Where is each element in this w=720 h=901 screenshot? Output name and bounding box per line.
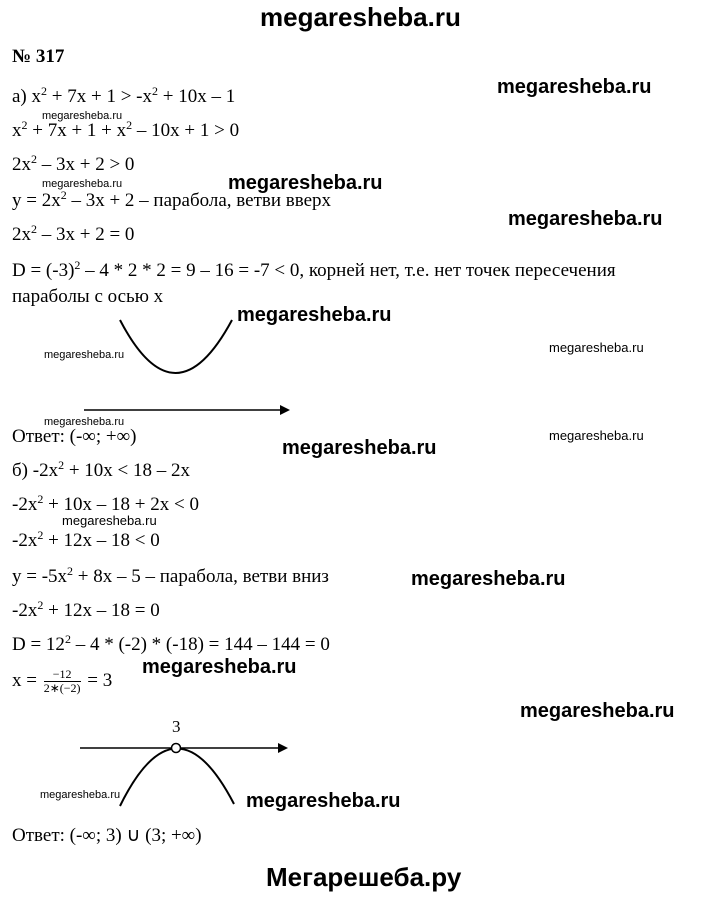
part-a-line-4: $y = 2x^2 - 3x + 2$ – парабола, ветви вверх	[12, 188, 332, 211]
watermark: megaresheba.ru	[42, 110, 123, 122]
upward-parabola	[120, 320, 232, 373]
part-a-line-2: $x^2 + 7x + 1 + x^2 - 10x + 1 > 0$	[12, 118, 240, 141]
part-b-line-4: $y = -5x^2 + 8x - 5$ – парабола, ветви вниз	[12, 564, 329, 587]
watermark: megaresheba.ru	[246, 790, 401, 812]
axis-a-arrow	[280, 405, 290, 415]
watermark: megaresheba.ru	[508, 208, 663, 230]
watermark: megaresheba.ru	[497, 76, 652, 98]
part-a-line-5: $2x^2 - 3x + 2 = 0$	[12, 222, 135, 245]
downward-parabola	[120, 748, 234, 806]
part-b-line-5: $-2x^2 + 12x - 18 = 0$	[12, 598, 160, 621]
watermark: megaresheba.ru	[228, 172, 383, 194]
part-b-line-7: x = $\frac{-12}{2∗(-2)}$ = 3	[12, 667, 113, 695]
watermark: megaresheba.ru	[62, 513, 157, 528]
watermark: megaresheba.ru	[520, 700, 675, 722]
part-b-line-2: $-2x^2 + 10x - 18 + 2x < 0$	[12, 492, 199, 515]
part-b-line-6: $D = 12^2 - 4 * (-2) * (-18) = 144 - 144 = 0$	[12, 632, 330, 655]
part-a-line-1: а) $x^2 + 7x + 1 > -x^2 + 10x - 1$	[12, 84, 236, 107]
part-a-answer: Ответ: (-∞; +∞)	[12, 426, 137, 447]
excluded-point	[172, 744, 181, 753]
part-b-line-3: $-2x^2 + 12x - 18 < 0$	[12, 528, 160, 551]
part-b-line-1: б) $-2x^2 + 10x < 18 - 2x$	[12, 458, 191, 481]
watermark: megaresheba.ru	[42, 178, 123, 190]
watermark: megaresheba.ru	[282, 437, 437, 459]
watermark: megaresheba.ru	[549, 340, 644, 355]
watermark: megaresheba.ru	[44, 349, 125, 361]
part-b-answer: Ответ: (-∞; 3) ∪ (3; +∞)	[12, 825, 202, 846]
watermark: megaresheba.ru	[44, 416, 125, 428]
watermark: megaresheba.ru	[237, 304, 392, 326]
axis-b-arrow	[278, 743, 288, 753]
problem-number: № 317	[12, 46, 65, 67]
watermark: megaresheba.ru	[549, 428, 644, 443]
point-label: 3	[172, 717, 181, 736]
watermark: megaresheba.ru	[411, 568, 566, 590]
watermark: megaresheba.ru	[142, 656, 297, 678]
site-footer[interactable]: Мегарешеба.ру	[266, 862, 462, 892]
part-a-line-3: $2x^2 - 3x + 2 > 0$	[12, 152, 135, 175]
part-a-line-6: $D = (-3)^2 - 4 * 2 * 2 = 9 - 16 = -7 < 0$, корней нет, т.е. нет точек пересечения	[12, 258, 616, 281]
watermark: megaresheba.ru	[40, 789, 121, 801]
site-header[interactable]: megaresheba.ru	[260, 2, 461, 32]
fraction: $\frac{-12}{2∗(-2)}$	[43, 667, 81, 695]
part-a-line-7: параболы с осью x	[12, 286, 164, 307]
